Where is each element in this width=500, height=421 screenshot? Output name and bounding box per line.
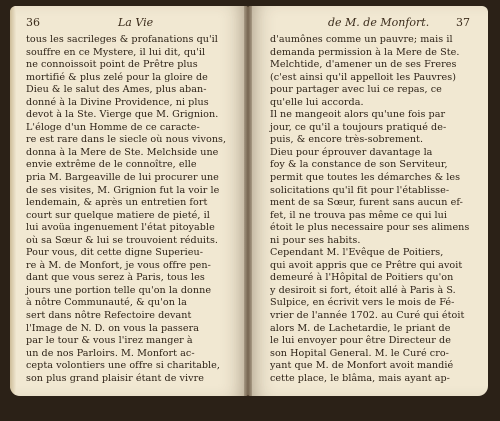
text-line: cette place, le blâma, mais ayant ap- [270, 372, 450, 384]
left-page [10, 6, 248, 396]
text-line: donné à la Divine Providence, ni plus [26, 96, 209, 108]
text-line: ni pour ses habits. [270, 234, 361, 246]
text-line: qu'elle lui accorda. [270, 96, 364, 108]
text-line: alors M. de Lachetardie, le priant de [270, 322, 451, 334]
text-line: Dieu & le salut des Ames, plus aban- [26, 84, 207, 96]
text-line: son Hopital General. M. le Curé cro- [270, 347, 449, 359]
text-line: pria M. Bargeaville de lui procurer une [26, 172, 219, 184]
text-line: lendemain, & après un entretien fort [26, 197, 208, 209]
text-line: lui avoüa ingenuement l'état pitoyable [26, 222, 215, 234]
text-line: souffre en ce Mystere, il lui dit, qu'il [26, 46, 206, 58]
text-line: fet, il ne trouva pas même ce qui lui [270, 209, 447, 221]
text-line: vrier de l'année 1702. au Curé qui étoit [270, 310, 465, 322]
text-line: de ses visites, M. Grignion fut la voir le [26, 184, 220, 196]
text-line: devot à la Ste. Vierge que M. Grignion. [26, 109, 219, 121]
text-line: mortifié & plus zelé pour la gloire de [26, 71, 208, 83]
left-page-body [26, 34, 236, 385]
text-line: yant que M. de Monfort avoit mandié [270, 360, 454, 372]
text-line: pour partager avec lui ce repas, ce [270, 84, 442, 96]
text-line: le lui envoyer pour être Directeur de [270, 335, 451, 347]
text-line: un de nos Parloirs. M. Monfort ac- [26, 347, 195, 359]
text-line: à nôtre Communauté, & qu'on la [26, 297, 187, 309]
text-line: Sulpice, en écrivit vers le mois de Fé- [270, 297, 455, 309]
text-line: ne connoissoit point de Prêtre plus [26, 59, 198, 71]
text-line: par le tour & vous l'irez manger à [26, 335, 193, 347]
text-line: re est rare dans le siecle où nous vivons, [26, 134, 227, 146]
text-line: Melchtide, d'amener un de ses Freres [270, 59, 457, 71]
book-gutter [244, 6, 252, 396]
left-page-number: 36 [26, 16, 40, 29]
text-line: Dieu pour éprouver davantage la [270, 146, 433, 158]
text-line: d'aumônes comme un pauvre; mais il [270, 34, 453, 45]
text-line: Cependant M. l'Evêque de Poitiers, [270, 247, 444, 259]
text-line: (c'est ainsi qu'il appelloit les Pauvres) [270, 71, 457, 83]
text-line: jour, ce qu'il a toujours pratiqué de- [270, 121, 447, 133]
text-line: Pour vous, dit cette digne Superieu- [26, 247, 204, 259]
text-line: solicitations qu'il fit pour l'établisse- [270, 184, 450, 196]
text-line: donna à la Mere de Ste. Melchside une [26, 146, 219, 158]
right-page-number: 37 [456, 16, 470, 29]
text-line: l'Image de N. D. on vous la passera [26, 322, 200, 334]
text-line: L'éloge d'un Homme de ce caracte- [26, 121, 200, 133]
right-running-title: de M. de Monfort. [328, 16, 430, 29]
right-page [248, 6, 488, 396]
text-line: cepta volontiers une offre si charitable, [26, 360, 220, 372]
left-page-header [26, 16, 236, 30]
text-line: demanda permission à la Mere de Ste. [270, 46, 460, 58]
text-line: demeuré à l'Hôpital de Poitiers qu'on [270, 272, 454, 284]
text-line: foy & la constance de son Serviteur, [270, 159, 448, 171]
text-line: envie extrême de le connoître, elle [26, 159, 197, 171]
text-line: dant que vous serez à Paris, tous les [26, 272, 205, 284]
text-line: qui avoit appris que ce Prêtre qui avoit [270, 259, 463, 271]
text-line: étoit le plus necessaire pour ses alimens [270, 222, 470, 234]
text-line: tous les sacrileges & profanations qu'il [26, 34, 218, 45]
text-line: son plus grand plaisir étant de vivre [26, 372, 204, 384]
text-line: y desiroit si fort, étoit allé à Paris à S. [270, 284, 456, 296]
text-line: re à M. de Monfort, je vous offre pen- [26, 259, 211, 271]
text-line: jours une portion telle qu'on la donne [26, 284, 212, 296]
right-page-header [270, 16, 470, 30]
text-line: Il ne mangeoit alors qu'une fois par [270, 109, 446, 121]
left-running-title: La Vie [118, 16, 154, 29]
text-line: où sa Sœur & lui se trouvoient réduits. [26, 234, 219, 246]
left-page-edge [10, 6, 16, 396]
text-line: ment de sa Sœur, furent sans aucun ef- [270, 197, 463, 209]
text-line: permit que toutes les démarches & les [270, 172, 461, 184]
right-page-body [270, 34, 470, 385]
text-line: court sur quelque matiere de pieté, il [26, 209, 210, 221]
text-line: puis, & encore très-sobrement. [270, 134, 424, 146]
text-line: sert dans nôtre Refectoire devant [26, 310, 192, 322]
